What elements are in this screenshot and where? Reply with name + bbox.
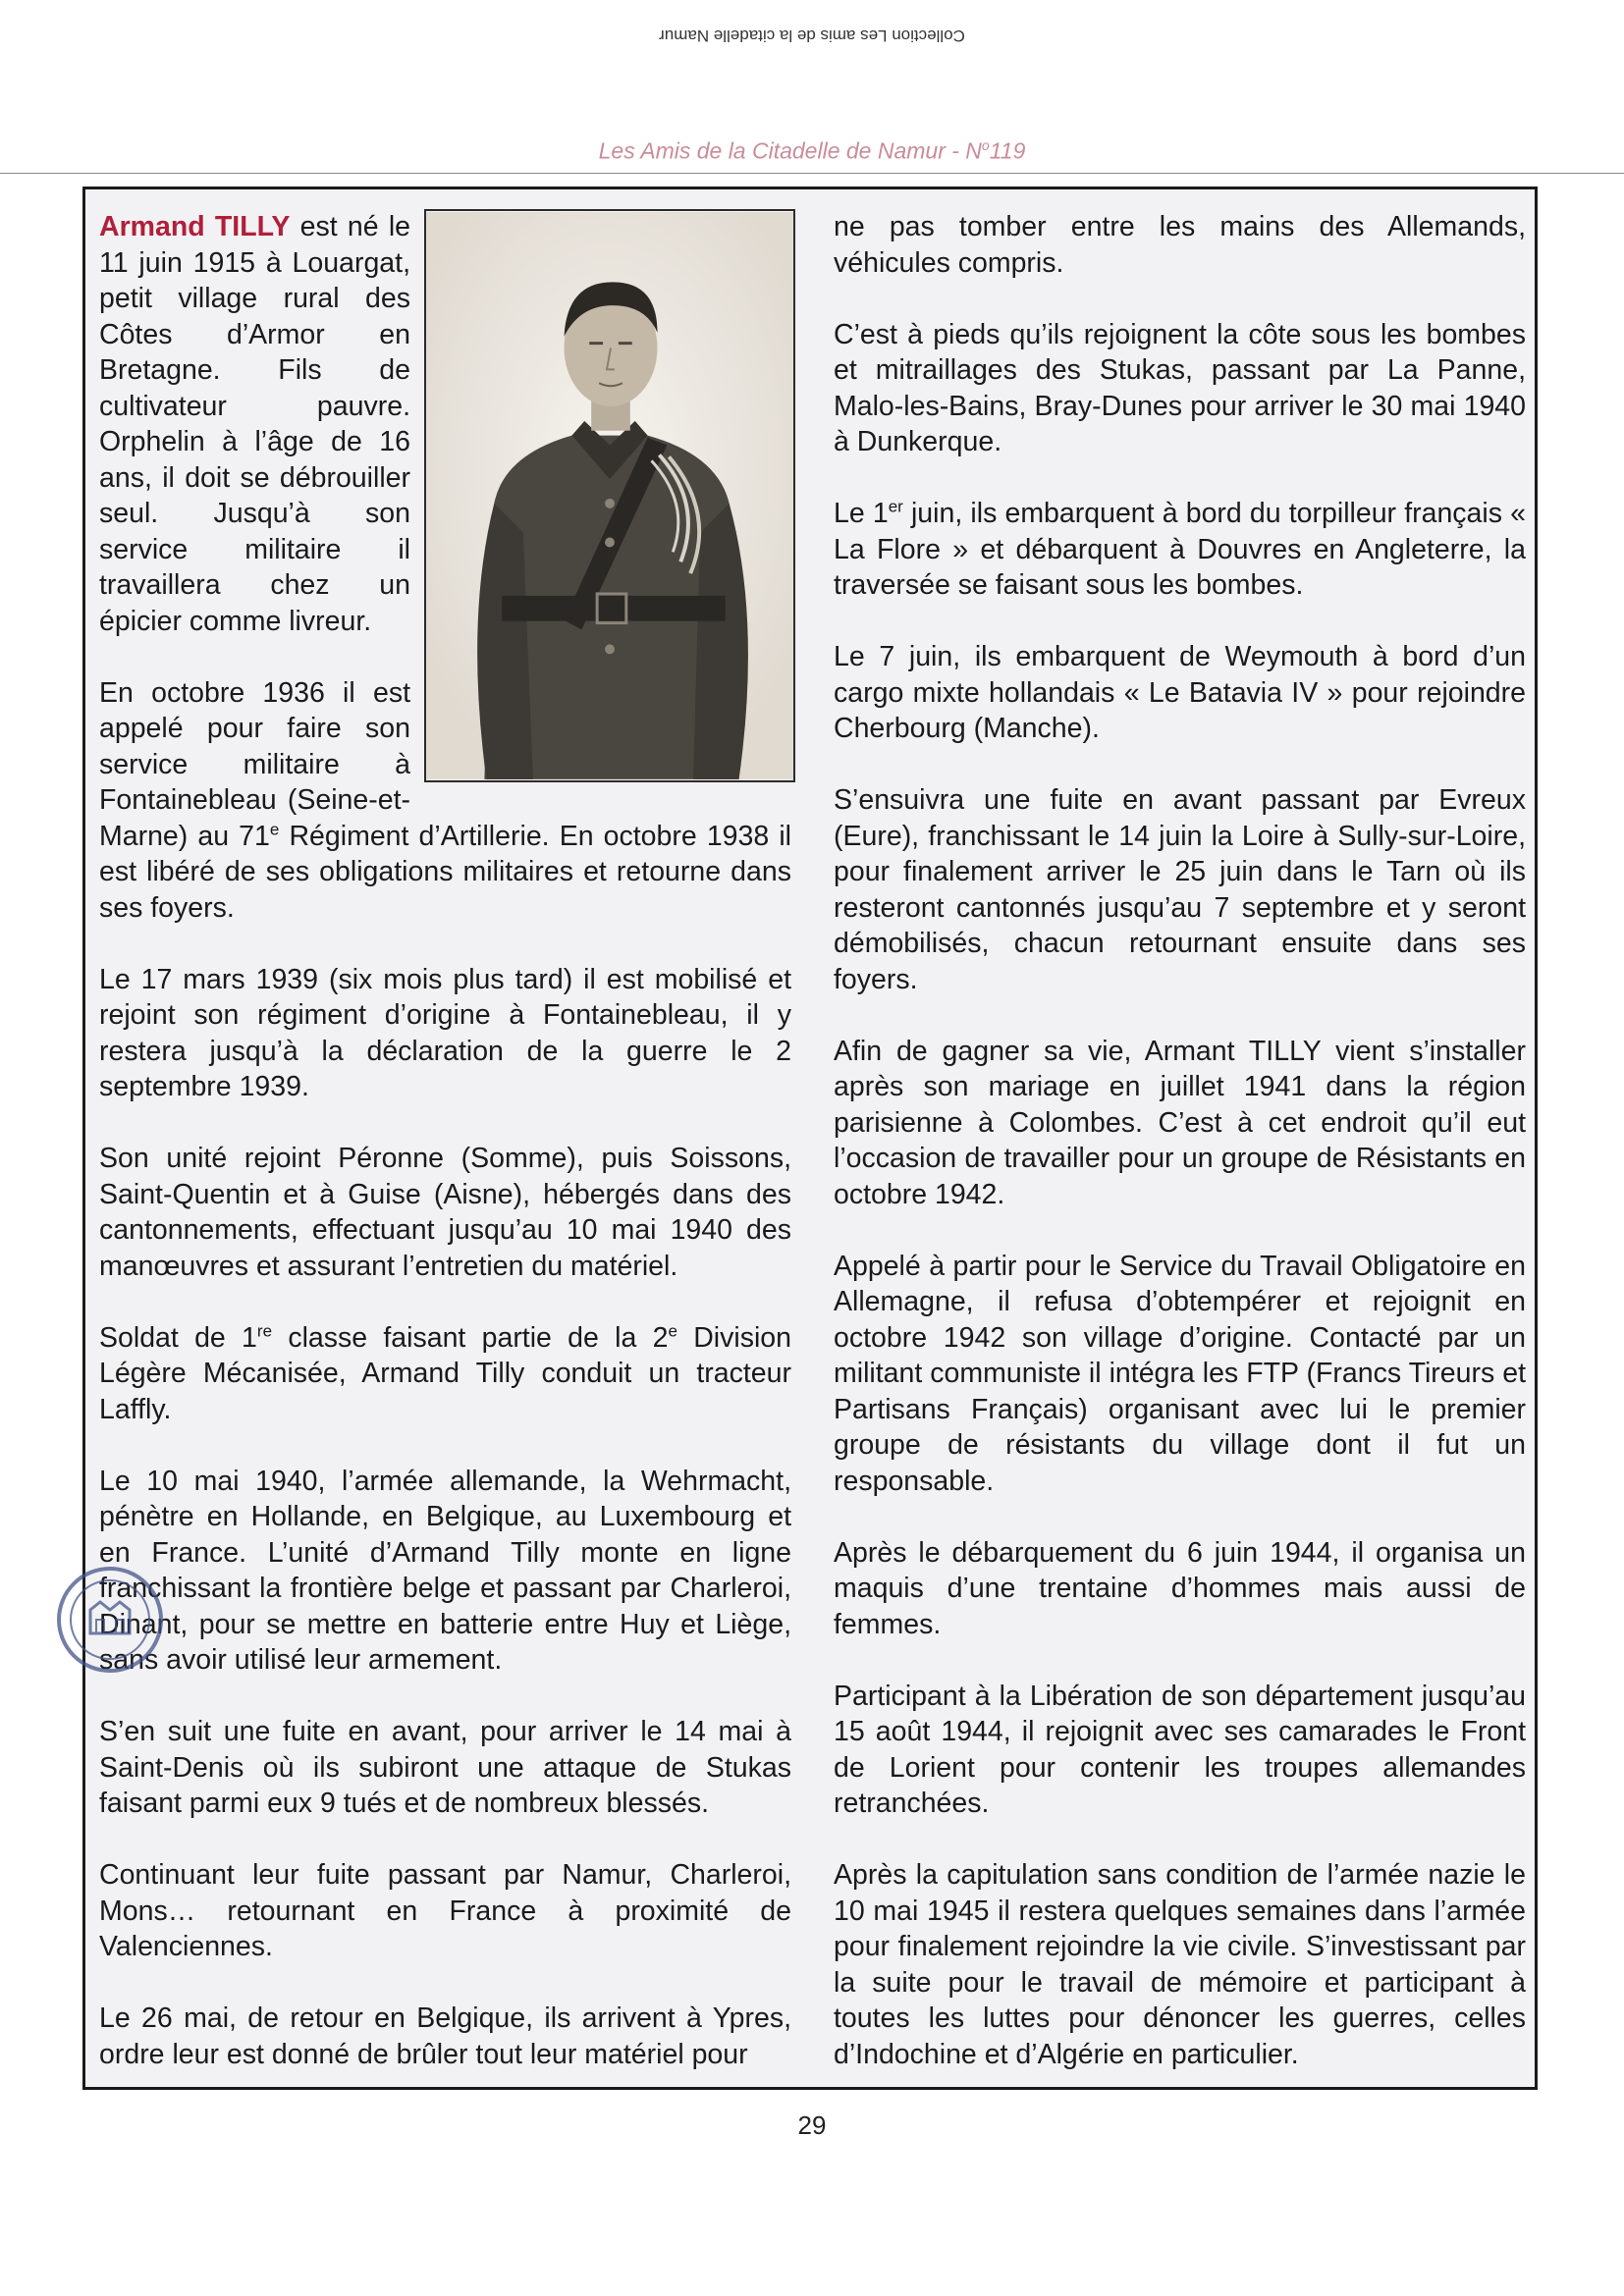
right-p3-text-b: juin, ils embarquent à bord du torpilleur français « La Flore » et débarquent à Douvres en Angleterre, la traversée se faisant sous les bombes. — [834, 498, 1526, 601]
left-paragraph-3: Le 17 mars 1939 (six mois plus tard) il est mobilisé et rejoint son régiment d’origine à Fontainebleau, il y restera jusqu’à la déclaration de la guerre le 2 septembre 1939. — [99, 963, 791, 1102]
left-paragraph-5 — [99, 1320, 791, 1428]
right-paragraph-1: ne pas tomber entre les mains des Allemands, véhicules compris. — [834, 211, 1526, 279]
collection-watermark: Collection Les amis de la citadelle Namur — [659, 27, 965, 45]
left-paragraph-4: Son unité rejoint Péronne (Somme), puis Soissons, Saint-Quentin et à Guise (Aisne), hébergés dans des cantonnements, effectuant jusqu’au 10 mai 1940 des manœuvres et assurant l’entretien du matériel. — [99, 1143, 791, 1282]
soldier-portrait-photo — [424, 209, 795, 782]
portrait-image — [426, 211, 793, 780]
left-column — [99, 209, 791, 2109]
circular-ink-stamp — [55, 1565, 165, 1675]
left-paragraph-8: Continuant leur fuite passant par Namur, Charleroi, Mons… retournant en France à proximité de Valenciennes. — [99, 1859, 791, 1962]
journal-title: Les Amis de la Citadelle de Namur - N — [598, 137, 982, 164]
left-paragraph-9: Le 26 mai, de retour en Belgique, ils arrivent à Ypres, ordre leur est donné de brûler tout leur matériel pour — [99, 2002, 791, 2070]
running-header — [0, 137, 1624, 165]
person-name: Armand TILLY — [99, 211, 291, 242]
header-rule — [0, 173, 1624, 174]
left-p1-text: est né le 11 juin 1915 à Louargat, petit village rural des Côtes d’Armor en Bretagne. Fils de cultivateur pauvre. Orphelin à l’âge de 16 ans, il doit se débrouiller seul. Jusqu’à son service militaire il travaillera chez un épicier comme livreur. — [99, 211, 411, 637]
right-paragraph-5: S’ensuivra une fuite en avant passant par Evreux (Eure), franchissant le 14 juin la Loire à Sully-sur-Loire, pour finalement arriver le 25 juin dans le Tarn où ils resteront cantonnés jusqu’au 7 septembre et y seront démobilisés, chacun retournant ensuite dans ses foyers. — [834, 784, 1526, 995]
right-paragraph-7: Appelé à partir pour le Service du Travail Obligatoire en Allemagne, il refusa d’obtempérer et rejoignit en octobre 1942 son village d’origine. Contacté par un militant communiste il intégra les FTP (Francs Tireurs et Partisans Français) organisant avec lui le premier groupe de résistants du village dont il fut un responsable. — [834, 1250, 1526, 1497]
article-box — [82, 187, 1538, 2090]
left-p5-text-c: Division Légère Mécanisée, Armand Tilly conduit un tracteur Laffly. — [99, 1321, 791, 1425]
right-column — [834, 209, 1526, 2109]
right-paragraph-8: Après le débarquement du 6 juin 1944, il organisa un maquis d’une trentaine d’hommes mais aussi de femmes. — [834, 1536, 1526, 1640]
left-paragraph-6: Le 10 mai 1940, l’armée allemande, la Wehrmacht, pénètre en Hollande, en Belgique, au Luxembourg et en France. L’unité d’Armand Tilly monte en ligne franchissant la frontière belge et passant par Charleroi, Dinant, pour se mettre en batterie entre Huy et Liège, sans avoir utilisé leur armement. — [99, 1465, 791, 1676]
right-paragraph-10: Après la capitulation sans condition de l’armée nazie le 10 mai 1945 il restera quelques semaines dans l’armée pour finalement rejoindre la vie civile. S’investissant par la suite pour le travail de mémoire et participant à toutes les luttes pour dénoncer les guerres, celles d’Indochine et d’Algérie en particulier. — [834, 1859, 1526, 2070]
left-p5-sup-1: re — [256, 1321, 273, 1340]
left-p5-sup-2: e — [668, 1321, 677, 1340]
issue-number: 119 — [989, 137, 1026, 164]
right-paragraph-9: Participant à la Libération de son département jusqu’au 15 août 1944, il rejoignit avec ses camarades le Front de Lorient pour contenir les troupes allemandes retranchées. — [834, 1680, 1526, 1819]
right-p3-text-a: Le 1 — [834, 498, 889, 529]
right-paragraph-3 — [834, 496, 1526, 604]
right-paragraph-4: Le 7 juin, ils embarquent de Weymouth à bord d’un cargo mixte hollandais « Le Batavia IV » pour rejoindre Cherbourg (Manche). — [834, 641, 1526, 744]
left-paragraph-7: S’en suit une fuite en avant, pour arriver le 14 mai à Saint-Denis où ils subiront une attaque de Stukas faisant parmi eux 9 tués et de nombreux blessés. — [99, 1716, 791, 1819]
issue-sup: o — [981, 137, 990, 153]
right-p3-sup: er — [888, 497, 903, 516]
right-paragraph-2: C’est à pieds qu’ils rejoignent la côte sous les bombes et mitraillages des Stukas, passant par La Panne, Malo-les-Bains, Bray-Dunes pour arriver le 30 mai 1940 à Dunkerque. — [834, 318, 1526, 457]
page-number: 29 — [797, 2110, 827, 2140]
left-p2-text-b: Régiment d’Artillerie. En octobre 1938 il est libéré de ses obligations militaires et retourne dans ses foyers. — [99, 820, 791, 924]
left-p2-text-a: En octobre 1936 il est appelé pour faire son service militaire à Fontainebleau (Seine-et-Marne) au 71 — [99, 676, 410, 852]
right-paragraph-6: Afin de gagner sa vie, Armant TILLY vient s’installer après son mariage en juillet 1941 dans la région parisienne à Colombes. C’est à cet endroit qu’il eut l’occasion de travailler pour un groupe de Résistants en octobre 1942. — [834, 1035, 1526, 1210]
left-p5-text-b: classe faisant partie de la 2 — [272, 1321, 669, 1354]
left-p5-text-a: Soldat de 1 — [99, 1321, 257, 1354]
left-p2-sup: e — [269, 820, 280, 838]
